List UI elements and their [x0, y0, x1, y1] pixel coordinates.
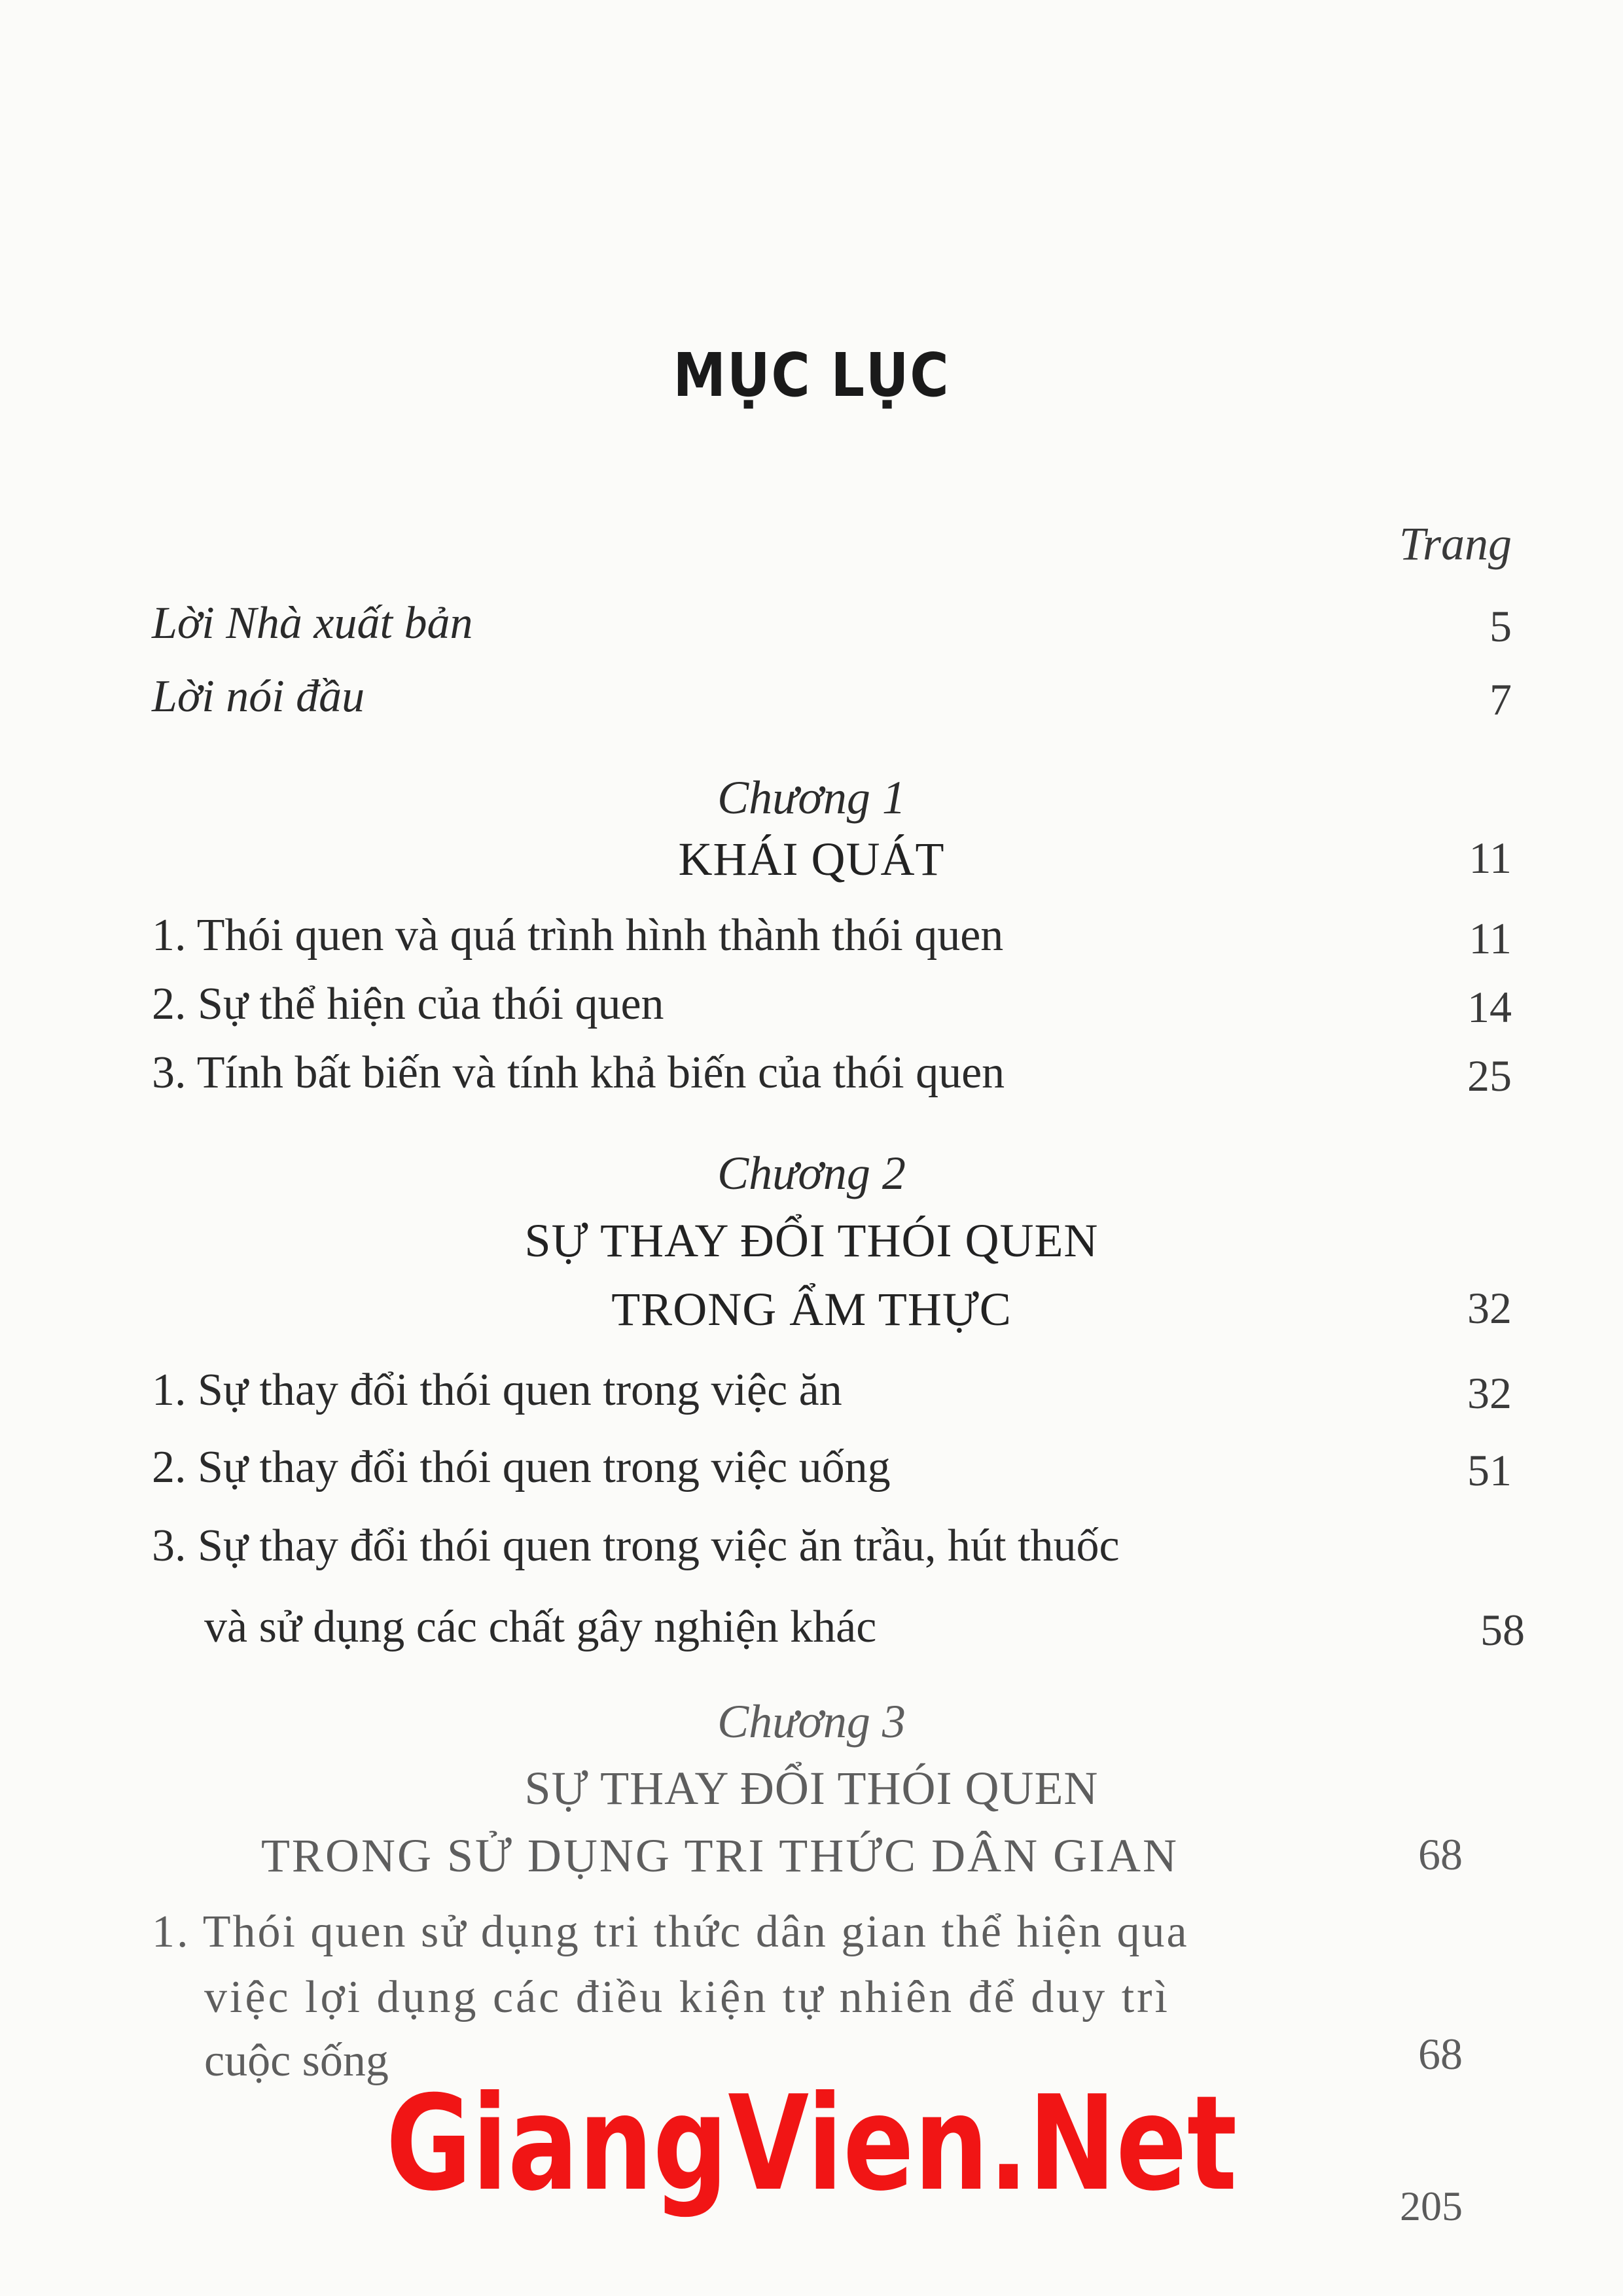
toc-page-number: 51 [1467, 1445, 1512, 1495]
toc-entry: 1. Thói quen và quá trình hình thành thói quen [152, 910, 1004, 961]
toc-entry-continuation: cuộc sống [204, 2036, 389, 2086]
toc-page-number: 7 [1489, 675, 1512, 724]
toc-page-number: 14 [1467, 982, 1512, 1032]
toc-entry-preface: Lời nói đầu [152, 671, 365, 722]
chapter-heading: Chương 1 [717, 771, 906, 824]
chapter-title: TRONG SỬ DỤNG TRI THỨC DÂN GIAN [260, 1829, 1179, 1882]
toc-page-number: 11 [1469, 833, 1512, 883]
chapter-heading: Chương 2 [717, 1147, 906, 1199]
toc-page-number: 11 [1469, 913, 1512, 963]
toc-entry: 3. Sự thay đổi thói quen trong việc ăn trầu, hút thuốc [152, 1521, 1120, 1571]
toc-page-number: 25 [1467, 1051, 1512, 1101]
toc-entry: 1. Thói quen sử dụng tri thức dân gian thể hiện qua [152, 1907, 1189, 1957]
toc-entry: 2. Sự thay đổi thói quen trong việc uống [152, 1442, 891, 1492]
page-title: MỤC LỤC [673, 340, 950, 410]
toc-entry-publisher-note: Lời Nhà xuất bản [152, 598, 473, 648]
toc-page-number: 5 [1489, 601, 1512, 651]
toc-entry: 2. Sự thể hiện của thói quen [152, 979, 664, 1029]
chapter-title: SỰ THAY ĐỔI THÓI QUEN [524, 1762, 1099, 1814]
toc-entry: 3. Tính bất biến và tính khả biến của thói quen [152, 1048, 1005, 1098]
toc-page-number: 58 [1480, 1605, 1525, 1655]
watermark-logo: GiangVien.Net [385, 2068, 1238, 2220]
chapter-title: SỰ THAY ĐỔI THÓI QUEN [524, 1214, 1099, 1267]
chapter-title: TRONG ẨM THỰC [611, 1283, 1012, 1335]
toc-entry: 1. Sự thay đổi thói quen trong việc ăn [152, 1365, 842, 1415]
toc-entry-continuation: và sử dụng các chất gây nghiện khác [204, 1602, 877, 1652]
toc-entry-continuation: việc lợi dụng các điều kiện tự nhiên để duy trì [204, 1972, 1170, 2022]
chapter-title: KHÁI QUÁT [678, 833, 945, 885]
toc-page-number: 68 [1418, 1829, 1463, 1879]
toc-page-number: 32 [1467, 1368, 1512, 1418]
page-number: 205 [1400, 2183, 1463, 2229]
chapter-heading: Chương 3 [717, 1695, 906, 1748]
toc-page-number: 68 [1418, 2029, 1463, 2079]
page-column-label: Trang [1399, 518, 1512, 570]
toc-page-number: 32 [1467, 1283, 1512, 1333]
